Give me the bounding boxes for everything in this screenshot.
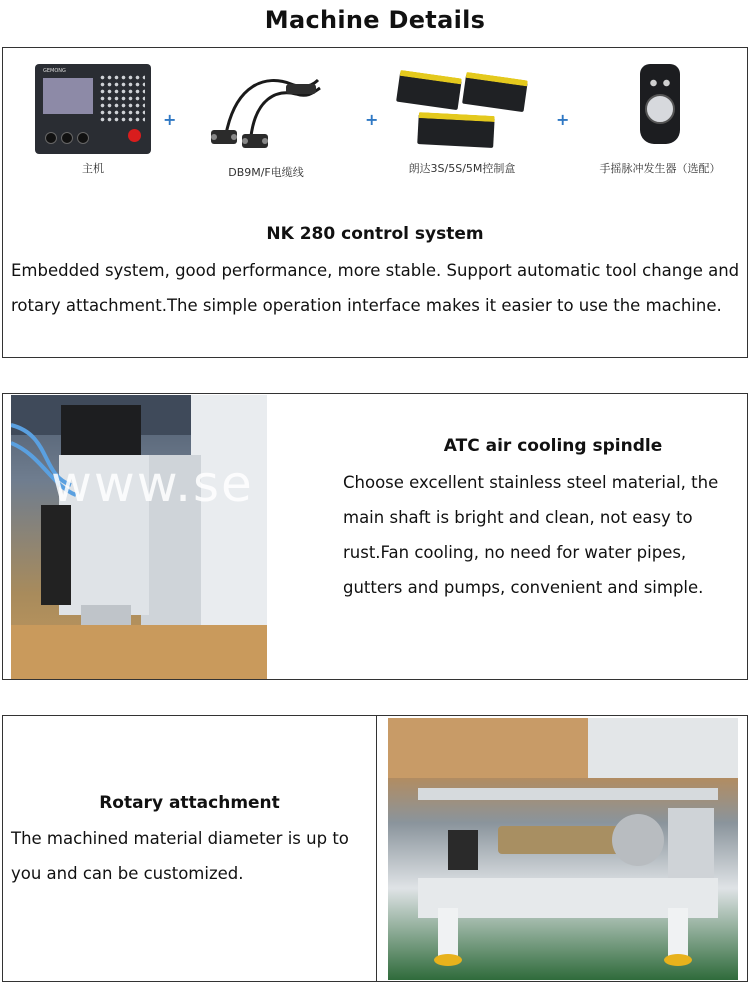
control-box-unit [462, 72, 528, 112]
cable-icon [206, 64, 326, 154]
part-main-unit [33, 64, 153, 176]
page-title: Machine Details [264, 6, 486, 34]
handwheel-dial [645, 94, 675, 124]
rotary-photo [388, 718, 738, 980]
emergency-stop-icon [128, 129, 141, 142]
section-heading: Rotary attachment [99, 793, 280, 813]
part-caption: 朗达3S/5S/5M控制盒 [408, 162, 516, 175]
part-caption: 主机 [82, 162, 104, 175]
part-caption: DB9M/F电缆线 [228, 166, 304, 179]
plus-sign: + [365, 110, 379, 129]
spindle-illustration [11, 395, 267, 679]
spindle-section [2, 393, 748, 680]
section-divider [376, 716, 377, 981]
parts-row [3, 64, 747, 214]
controller-knob [77, 132, 89, 144]
section-text: The machined material diameter is up to you and can be customized. [11, 829, 349, 883]
part-cable [201, 64, 331, 180]
controller-screen [43, 78, 93, 114]
handwheel-icon [635, 64, 685, 154]
control-box-unit [417, 112, 495, 148]
controller-knob [61, 132, 73, 144]
watermark-text: www.se [51, 455, 254, 513]
handwheel-knobs [647, 78, 673, 88]
rotary-section [2, 715, 748, 982]
plus-sign: + [556, 110, 570, 129]
section-text: Embedded system, good performance, more stable. Support automatic tool change and rotary attachment.The simple operation interface makes it easier to use the machine. [11, 261, 740, 315]
controller-keypad [99, 74, 145, 122]
control-system-section [2, 47, 748, 358]
part-control-box [387, 64, 537, 176]
controller-icon [35, 64, 151, 154]
section-text: Choose excellent stainless steel material, the main shaft is bright and clean, not easy to rust.Fan cooling, no need for water pipes, gutters and pumps, convenient and simple. [343, 473, 719, 597]
control-box-icon [392, 64, 532, 154]
controller-brand-label: GEMONG [43, 68, 66, 74]
part-caption: 手摇脉冲发生器（选配） [599, 162, 721, 175]
part-handwheel [585, 64, 735, 176]
plus-sign: + [163, 110, 177, 129]
spindle-photo [11, 395, 267, 679]
control-box-unit [396, 70, 462, 110]
section-heading: ATC air cooling spindle [443, 436, 663, 456]
rotary-illustration [388, 718, 738, 980]
controller-knob [45, 132, 57, 144]
section-heading: NK 280 control system [266, 224, 484, 244]
